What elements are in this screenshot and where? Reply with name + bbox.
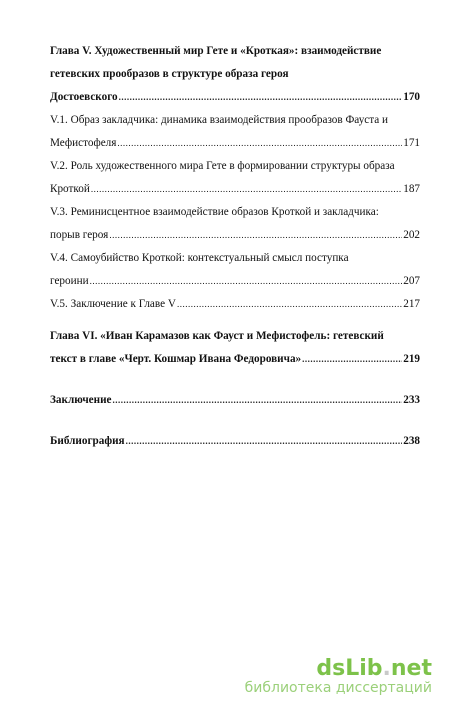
conclusion-page: 233 bbox=[403, 394, 420, 406]
leader-dots bbox=[119, 86, 403, 109]
chapter6-page: 219 bbox=[403, 353, 420, 365]
section-5-3-page: 202 bbox=[403, 229, 420, 241]
chapter5-title-line2: гетевских прообразов в структуре образа героя bbox=[50, 68, 289, 80]
leader-dots bbox=[177, 293, 402, 316]
chapter6-title-end: текст в главе «Черт. Кошмар Ивана Федоровича» bbox=[50, 353, 302, 365]
section-5-1-title-end: Мефистофеля bbox=[50, 137, 117, 149]
section-5-1-line1: V.1. Образ закладчика: динамика взаимодействия прообразов Фауста и bbox=[50, 114, 389, 126]
section-5-5 bbox=[50, 293, 420, 316]
chapter6-title-line1: Глава VI. «Иван Карамазов как Фауст и Мефистофель: гетевский bbox=[50, 330, 384, 342]
section-5-2-line2 bbox=[50, 178, 420, 201]
chapter5-title-line1: Глава V. Художественный мир Гете и «Кроткая»: взаимодействие bbox=[50, 45, 382, 57]
chapter5-page: 170 bbox=[403, 91, 420, 103]
section-5-2-title-end: Кроткой bbox=[50, 183, 90, 195]
leader-dots bbox=[91, 178, 402, 201]
conclusion-entry bbox=[50, 389, 420, 412]
leader-dots bbox=[109, 224, 402, 247]
watermark bbox=[245, 658, 432, 696]
section-5-2-page: 187 bbox=[403, 183, 420, 195]
section-5-4-page: 207 bbox=[403, 275, 420, 287]
section-5-5-page: 217 bbox=[403, 298, 420, 310]
bibliography-entry bbox=[50, 430, 420, 453]
section-5-5-title: V.5. Заключение к Главе V bbox=[50, 298, 176, 310]
leader-dots bbox=[112, 389, 402, 412]
leader-dots bbox=[126, 430, 403, 453]
section-5-4-line1: V.4. Самоубийство Кроткой: контекстуальный смысл поступка bbox=[50, 252, 349, 264]
section-5-1-line2 bbox=[50, 132, 420, 155]
leader-dots bbox=[117, 132, 402, 155]
leader-dots bbox=[90, 270, 403, 293]
section-5-1-page: 171 bbox=[403, 137, 420, 149]
chapter5-title-end: Достоевского bbox=[50, 91, 118, 103]
section-5-3-line2 bbox=[50, 224, 420, 247]
section-5-3-title-end: порыв героя bbox=[50, 229, 109, 241]
leader-dots bbox=[302, 348, 402, 371]
bibliography-page: 238 bbox=[403, 435, 420, 447]
section-5-4-title-end: героини bbox=[50, 275, 89, 287]
section-5-4-line2 bbox=[50, 270, 420, 293]
section-5-2-line1: V.2. Роль художественного мира Гете в формировании структуры образа bbox=[50, 160, 395, 172]
table-of-contents bbox=[50, 40, 420, 453]
section-5-3-line1: V.3. Реминисцентное взаимодействие образов Кроткой и закладчика: bbox=[50, 206, 379, 218]
watermark-subtitle: библиотека диссертаций bbox=[244, 680, 432, 696]
conclusion-label: Заключение bbox=[50, 394, 112, 406]
chapter5-title-line3 bbox=[50, 86, 420, 109]
chapter6-title-line2 bbox=[50, 348, 420, 371]
bibliography-label: Библиография bbox=[50, 435, 125, 447]
watermark-logo: dsLib.net bbox=[316, 656, 432, 681]
